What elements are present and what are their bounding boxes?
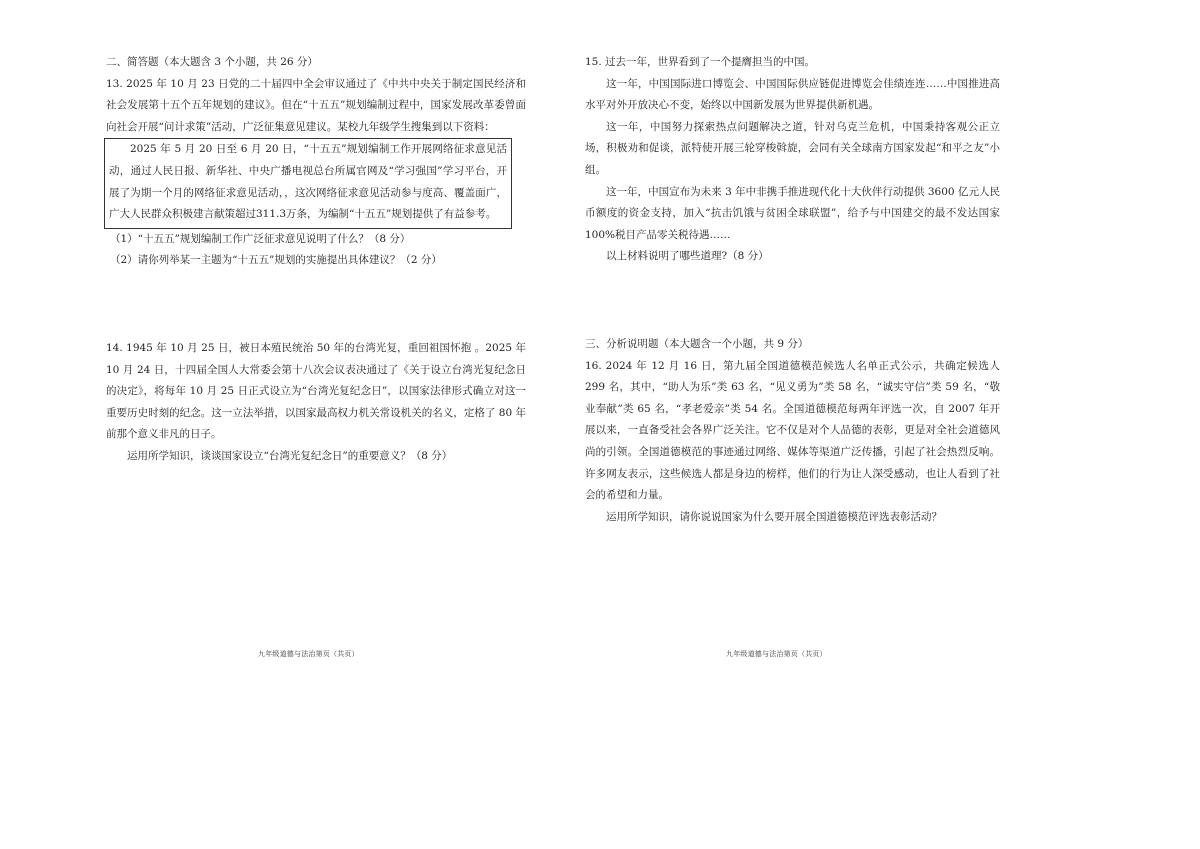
answer-space: [585, 268, 1000, 334]
q13-subquestion-2: （2）请你列举某一主题为“十五五”规划的实施提出具体建议？（2 分）: [110, 254, 442, 267]
q13-material-box: 2025 年 5 月 20 日至 6 月 20 日，“十五五”规划编制工作开展网络征求意见活动，通过人民日报、新华社、中央广播电视总台所属官网及“学习强国”学习平台，开展了为期一个月的网络征求意见活动，，这次网络征求意见活动参与度高、覆盖面广，广大人民群众积极建言献策超过311.3万条，为编制“十五五”规划提供了有益参考。: [104, 138, 512, 228]
right-page: [585, 52, 1000, 528]
q13-subquestion-1: （1）“十五五”规划编制工作广泛征求意见说明了什么？（8 分）: [110, 232, 411, 245]
q16-text: 16. 2024 年 12 月 16 日，第九届全国道德模范候选人名单正式公示，共确定候选人 299 名，其中，“助人为乐”类 63 名，“见义勇为”类 58 名，“诚实守信”类 59 名，“敬业奉献”类 65 名，“孝老爱亲”类 54 名。全国道德模范每两年评选一次，自 2007 年开展以来，一直备受社会各界广泛关注。它不仅是对个人品德的表彰，更是对全社会道德风尚的引领。全国道德模范的事迹通过网络、媒体等渠道广泛传播，引起了社会热烈反响。许多网友表示，这些候选人都是身边的榜样，他们的行为让人深受感动，也让人看到了社会的希望和力量。: [585, 359, 1000, 502]
left-page: [106, 52, 526, 468]
q15-intro: 15. 过去一年，世界看到了一个提膺担当的中国。: [585, 56, 816, 68]
section2-title: 二、简答题（本大题含 3 个小题，共 26 分）: [106, 56, 318, 68]
q15-paragraph-1: 这一年，中国国际进口博览会、中国国际供应链促进博览会佳绩连连……中国推进高水平对外开放决心不变，始终以中国新发展为世界提供新机遇。: [585, 77, 1000, 112]
q14-text: 14. 1945 年 10 月 25 日，被日本殖民统治 50 年的台湾光复，重回祖国怀抱 。2025 年 10 月 24 日，十四届全国人大常委会第十八次会议表决通过了《关于设立台湾光复纪念日的决定》，将每年 10 月 25 日正式设立为“台湾光复纪念日”，以国家法律形式确立对这一重要历史时刻的纪念。这一立法举措，以国家最高权力机关常设机关的名义，定格了 80 年前那个意义非凡的日子。: [106, 341, 526, 441]
left-page-footer: 九年级道德与法治第页（共页）: [258, 650, 359, 658]
q15-paragraph-3: 这一年，中国宣布为未来 3 年中非携手推进现代化十大伙伴行动提供 3600 亿元人民币额度的资金支持，加入“抗击饥饿与贫困全球联盟”，给予与中国建交的最不发达国家 100%税目产品零关税待遇……: [585, 185, 1000, 241]
right-page-footer: 九年级道德与法治第页（共页）: [726, 650, 827, 658]
q15-paragraph-2: 这一年，中国努力探索热点问题解决之道，针对乌克兰危机，中国秉持客观公正立场，积极劝和促谈，派特使开展三轮穿梭斡旋，会同有关全球南方国家发起“和平之友”小组。: [585, 120, 1000, 176]
section3-title: 三、分析说明题（本大题含一个小题，共 9 分）: [585, 337, 809, 350]
q14-question: 运用所学知识，谈谈国家设立“台湾光复纪念日”的重要意义？（8 分）: [127, 449, 453, 462]
q15-question: 以上材料说明了哪些道理?（8 分）: [606, 250, 769, 263]
q16-question: 运用所学知识，请你说说国家为什么要开展全国道德模范评选表彰活动？: [606, 510, 942, 523]
answer-space: [106, 272, 526, 338]
q13-intro: 13. 2025 年 10 月 23 日党的二十届四中全会审议通过了《中共中央关于制定国民经济和社会发展第十五个五年规划的建议》。但在“十五五”规划编制过程中，国家发展改革委曾面向社会开展“问计求策”活动，广泛征集意见建议。某校九年级学生搜集到以下资料：: [106, 77, 526, 133]
